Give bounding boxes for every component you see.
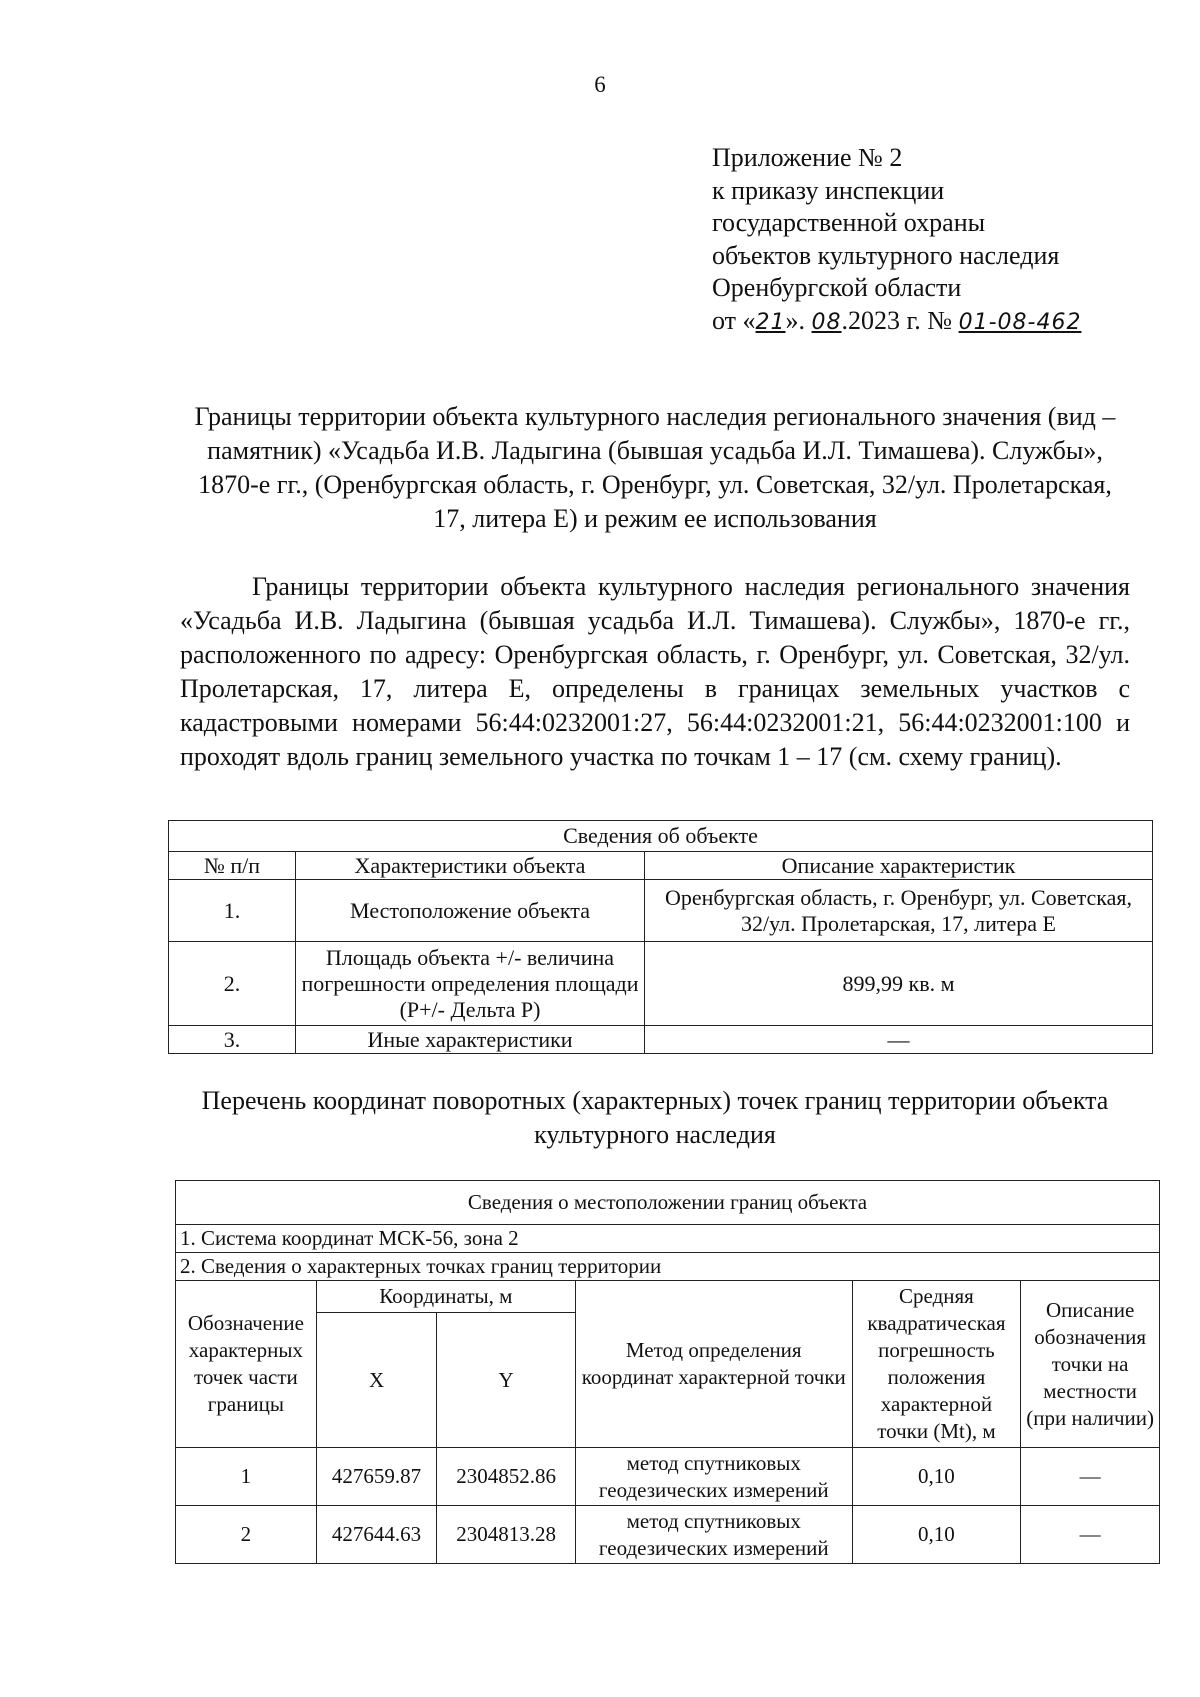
row-value: Оренбургская область, г. Оренбург, ул. Советская, 32/ул. Пролетарская, 17, литера Е — [645, 880, 1153, 942]
coordinates-section-title: Перечень координат поворотных (характерных) точек границ территории объекта культурного наследия — [201, 1086, 1109, 1149]
point-method: метод спутниковых геодезических измерений — [575, 1448, 852, 1506]
header-description: Описание характеристик — [645, 852, 1153, 880]
header-method: Метод определения координат характерной точки — [575, 1281, 852, 1448]
row-characteristic: Площадь объекта +/- величина погрешности определения площади (P+/- Дельта P) — [296, 942, 645, 1026]
handwritten-order-number: 01-08-462 — [958, 309, 1082, 335]
point-y: 2304813.28 — [437, 1506, 576, 1564]
row-characteristic: Иные характеристики — [296, 1026, 645, 1054]
document-title: Границы территории объекта культурного наследия регионального значения (вид – памятник) «Усадьба И.В. Ладыгина (бывшая усадьба И.Л. Тимашева). Службы», 1870-е гг., (Оренбургская область, г. Оренбург, ул. Советская, 32/ул. Пролетарская, 17, литера Е) и режим ее использования — [194, 402, 1116, 533]
point-x: 427644.63 — [316, 1506, 437, 1564]
appendix-line: государственной охраны — [712, 208, 986, 237]
coords-table-caption: Сведения о местоположении границ объекта — [176, 1181, 1160, 1225]
point-error: 0,10 — [852, 1448, 1021, 1506]
coordinates-table — [175, 1180, 1160, 1564]
row-characteristic: Местоположение объекта — [296, 880, 645, 942]
coordinate-system: 1. Система координат МСК-56, зона 2 — [176, 1225, 1160, 1253]
object-table-caption: Сведения об объекте — [169, 821, 1153, 852]
point-id: 1 — [176, 1448, 317, 1506]
point-y: 2304852.86 — [437, 1448, 576, 1506]
appendix-header — [712, 142, 1081, 339]
row-value: — — [645, 1026, 1153, 1054]
header-description: Описание обозначения точки на местности (при наличии) — [1021, 1281, 1160, 1448]
appendix-date-line — [712, 305, 1081, 340]
point-description: — — [1021, 1506, 1160, 1564]
date-year: .2023 г. № — [841, 305, 953, 335]
header-coordinates: Координаты, м — [316, 1281, 575, 1313]
points-section: 2. Сведения о характерных точках границ территории — [176, 1253, 1160, 1281]
row-number: 3. — [169, 1026, 296, 1054]
appendix-line: объектов культурного наследия — [712, 240, 1060, 270]
appendix-line: Оренбургской области — [712, 273, 962, 302]
header-x: X — [316, 1313, 437, 1448]
point-method: метод спутниковых геодезических измерений — [575, 1506, 852, 1564]
header-error: Средняя квадратическая погрешность положения характерной точки (Mt), м — [852, 1281, 1021, 1448]
date-mid: ». — [785, 305, 806, 335]
row-number: 2. — [169, 942, 296, 1026]
point-x: 427659.87 — [316, 1448, 437, 1506]
point-description: — — [1021, 1448, 1160, 1506]
row-value: 899,99 кв. м — [645, 942, 1153, 1026]
date-prefix: от « — [712, 305, 756, 335]
header-point: Обозначение характерных точек части границы — [176, 1281, 317, 1448]
point-id: 2 — [176, 1506, 317, 1564]
point-error: 0,10 — [852, 1506, 1021, 1564]
appendix-line: Приложение № 2 — [712, 143, 903, 172]
page-number: 6 — [594, 72, 606, 97]
body-paragraph: Границы территории объекта культурного наследия регионального значения «Усадьба И.В. Ладыгина (бывшая усадьба И.Л. Тимашева). Службы», 1870-е гг., расположенного по адресу: Оренбургская область, г. Оренбург, ул. Советская, 32/ул. Пролетарская, 17, литера Е, определены в границах земельных участков с кадастровыми номерами 56:44:0232001:27, 56:44:0232001:21, 56:44:0232001:100 и проходят вдоль границ земельного участка по точкам 1 – 17 (см. схему границ). — [180, 572, 1130, 771]
handwritten-day: 21 — [755, 309, 786, 335]
row-number: 1. — [169, 880, 296, 942]
header-number: № п/п — [169, 852, 296, 880]
appendix-line: к приказу инспекции — [712, 175, 945, 205]
handwritten-month: 08 — [811, 309, 842, 335]
header-y: Y — [437, 1313, 576, 1448]
header-characteristic: Характеристики объекта — [296, 852, 645, 880]
object-info-table — [168, 820, 1153, 1054]
